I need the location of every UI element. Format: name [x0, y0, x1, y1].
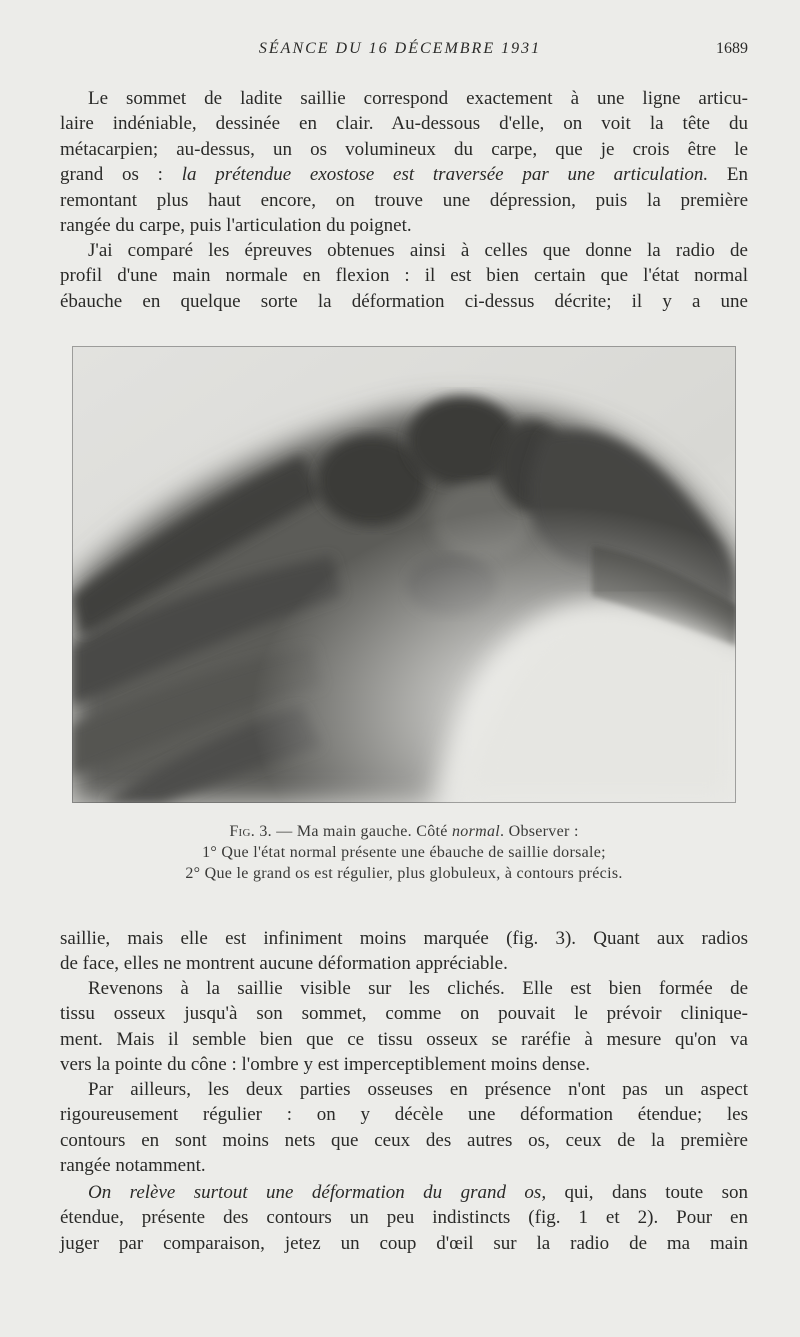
xray-hand-image: [72, 346, 736, 803]
paragraph-6: [60, 1180, 748, 1256]
italic-emphasis: On relève surtout une déformation du grand os,: [88, 1182, 547, 1203]
text-line: saillie, mais elle est infiniment moins marquée (fig. 3). Quant aux radios: [60, 928, 748, 949]
text-line: juger par comparaison, jetez un coup d'œil sur la radio de ma main: [60, 1232, 748, 1254]
text-run: grand os :: [60, 164, 182, 186]
caption-line: 2° Que le grand os est régulier, plus globuleux, à contours précis.: [185, 865, 623, 882]
caption-line: [60, 821, 748, 842]
text-line: profil d'une main normale en flexion : il est bien certain que l'état normal: [60, 265, 748, 287]
text-line: étendue, présente des contours un peu indistincts (fig. 1 et 2). Pour en: [60, 1207, 748, 1229]
figure-caption: [60, 821, 748, 884]
page-header: [0, 40, 800, 64]
text-line: ébauche en quelque sorte la déformation ci-dessus décrite; il y a une: [60, 290, 748, 312]
text-line: Le sommet de ladite saillie correspond exactement à une ligne articu-: [88, 88, 748, 109]
text-line: remontant plus haut encore, on trouve une dépression, puis la première: [60, 189, 748, 211]
caption-run: . Observer :: [500, 823, 579, 840]
text-line: [60, 162, 748, 187]
italic-emphasis: la prétendue exostose est traversée par une articulation.: [181, 164, 709, 186]
text-line: tissu osseux jusqu'à son sommet, comme on pouvait le prévoir clinique-: [60, 1003, 748, 1025]
text-line: laire indéniable, dessinée en clair. Au-dessous d'elle, on voit la tête du: [60, 113, 748, 135]
text-line: vers la pointe du cône : l'ombre y est imperceptiblement moins dense.: [60, 1054, 591, 1076]
text-line: de face, elles ne montrent aucune déformation appréciable.: [60, 953, 508, 975]
paragraph-1: [60, 86, 748, 238]
text-run: En: [708, 164, 749, 186]
text-line: rangée notamment.: [60, 1155, 206, 1177]
paragraph-2: [60, 238, 748, 314]
xray-figure: [72, 346, 736, 803]
paragraph-4: [60, 976, 748, 1078]
caption-italic: normal: [451, 823, 500, 840]
text-line: J'ai comparé les épreuves obtenues ainsi à celles que donne la radio de: [88, 240, 748, 261]
text-run: qui, dans toute son: [546, 1182, 749, 1203]
text-line: Revenons à la saillie visible sur les clichés. Elle est bien formée de: [88, 978, 748, 999]
paragraph-3: [60, 926, 748, 977]
text-line: [60, 1180, 748, 1205]
text-line: ment. Mais il semble bien que ce tissu osseux se raréfie à mesure qu'on va: [60, 1028, 748, 1050]
caption-run: — Ma main gauche. Côté: [271, 823, 452, 840]
page-number: 1689: [716, 40, 748, 57]
figure-label: Fig. 3.: [229, 823, 272, 840]
caption-line: 1° Que l'état normal présente une ébauche de saillie dorsale;: [202, 844, 606, 861]
text-line: métacarpien; au-dessus, un os volumineux du carpe, que je crois être le: [60, 138, 748, 160]
text-line: contours en sont moins nets que ceux des autres os, ceux de la première: [60, 1129, 748, 1151]
text-line: Par ailleurs, les deux parties osseuses en présence n'ont pas un aspect: [88, 1079, 748, 1100]
paragraph-5: [60, 1077, 748, 1179]
text-line: rangée du carpe, puis l'articulation du poignet.: [60, 215, 412, 237]
running-head: SÉANCE DU 16 DÉCEMBRE 1931: [258, 40, 542, 57]
text-line: rigoureusement régulier : on y décèle une déformation étendue; les: [60, 1104, 748, 1126]
